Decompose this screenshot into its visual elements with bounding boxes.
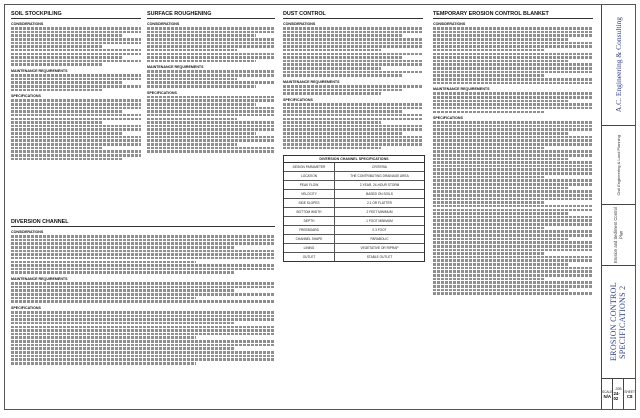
scale-label: SCALE	[602, 389, 613, 394]
table-header-parameter: DESIGN PARAMETER	[284, 163, 335, 171]
specifications-text	[433, 121, 593, 295]
row-parameter: FREEBOARD	[284, 226, 335, 234]
row-criteria: 0.3 FOOT	[372, 228, 387, 233]
specifications-text	[11, 99, 141, 160]
section-title: SURFACE ROUGHENING	[147, 11, 275, 19]
row-criteria: VEGETATIVE OR RIPRAP	[360, 246, 399, 251]
maintenance-heading: MAINTENANCE REQUIREMENTS	[11, 69, 68, 74]
specifications-text	[11, 311, 275, 365]
section-title: TEMPORARY EROSION CONTROL BLANKET	[433, 11, 593, 19]
considerations-heading: CONSIDERATIONS	[11, 22, 44, 26]
table-title: DIVERSION CHANNEL SPECIFICATIONS	[284, 156, 424, 163]
maintenance-text	[11, 74, 141, 91]
sheet-number-cell	[624, 379, 635, 409]
sheet-title: EROSION CONTROL SPECIFICATIONS 2	[608, 282, 627, 362]
table-header-row	[284, 163, 424, 172]
row-criteria: THE CONTRIBUTING DRAINAGE AREA	[350, 174, 409, 179]
considerations-text	[283, 27, 423, 77]
table-header-criteria: CRITERIA	[372, 165, 387, 170]
firm-logo	[602, 5, 635, 126]
sheet-title-block	[602, 266, 635, 379]
project-block	[602, 205, 635, 266]
considerations-heading: CONSIDERATIONS	[147, 22, 180, 26]
firm-name: A.C. Engineering & Consulting	[613, 17, 623, 113]
specifications-heading: SPECIFICATIONS	[11, 305, 41, 310]
row-parameter: LOCATION	[284, 172, 335, 180]
section-title: DUST CONTROL	[283, 11, 423, 19]
table-row	[284, 190, 424, 199]
row-parameter: DEPTH	[284, 217, 335, 225]
table-row	[284, 172, 424, 181]
scale-value: N/A	[603, 393, 611, 399]
specifications-heading: SPECIFICATIONS	[147, 90, 177, 95]
maintenance-heading: MAINTENANCE REQUIREMENTS	[147, 65, 204, 70]
maintenance-text	[147, 70, 275, 87]
table-row	[284, 226, 424, 235]
considerations-heading: CONSIDERATIONS	[433, 22, 466, 26]
considerations-text	[433, 27, 593, 84]
project-name: Erosion and Sediment Control Plan	[613, 207, 624, 263]
row-criteria: PARABOLIC	[370, 237, 389, 242]
row-criteria: 2 FEET MINIMUM	[366, 210, 393, 215]
maintenance-heading: MAINTENANCE REQUIREMENTS	[11, 277, 68, 282]
row-parameter: BOTTOM WIDTH	[284, 208, 335, 216]
firm-address: Civil Engineering & Land Planning	[615, 134, 621, 196]
row-criteria: 1 FOOT MINIMUM	[366, 219, 393, 224]
sheet-label: SHEET	[624, 389, 635, 394]
drawing-sheet	[4, 4, 636, 410]
maintenance-heading: MAINTENANCE REQUIREMENTS	[283, 79, 340, 84]
job-cell	[613, 379, 624, 409]
row-parameter: PEAK FLOW	[284, 181, 335, 189]
specifications-heading: SPECIFICATIONS	[11, 94, 41, 99]
considerations-heading: CONSIDERATIONS	[283, 22, 316, 26]
section-title: SOIL STOCKPILING	[11, 11, 141, 19]
specifications-text	[147, 96, 275, 153]
row-parameter: SIDE SLOPES	[284, 199, 335, 207]
sheet-number: C8	[626, 393, 633, 399]
row-parameter: VELOCITY	[284, 190, 335, 198]
row-parameter: OUTLET	[284, 253, 335, 261]
dust-control-section	[283, 11, 423, 262]
considerations-heading: CONSIDERATIONS	[11, 230, 44, 234]
row-criteria: 2-YEAR, 24-HOUR STORM	[359, 183, 400, 188]
table-row	[284, 235, 424, 244]
table-row	[284, 244, 424, 253]
table-row	[284, 253, 424, 261]
job-value: 24-02	[613, 391, 620, 401]
firm-address-block	[602, 126, 635, 205]
row-criteria: BASED ON SOILS	[366, 192, 393, 197]
specifications-heading: SPECIFICATIONS	[283, 97, 313, 102]
sheet-info	[602, 379, 635, 409]
specifications-text	[283, 103, 423, 149]
specifications-heading: SPECIFICATIONS	[433, 116, 463, 121]
maintenance-text	[433, 92, 593, 113]
maintenance-text	[283, 85, 423, 95]
table-row	[284, 208, 424, 217]
row-criteria: STABLE OUTLET	[366, 255, 393, 260]
row-criteria: 2:1 OR FLATTER	[367, 201, 392, 206]
considerations-text	[11, 27, 141, 66]
title-block	[601, 5, 635, 409]
table-row	[284, 181, 424, 190]
diversion-channel-section	[11, 219, 275, 366]
section-title: DIVERSION CHANNEL	[11, 219, 275, 227]
considerations-text	[11, 235, 275, 274]
considerations-text	[147, 27, 275, 62]
job-label: JOB	[615, 387, 622, 391]
scale-cell	[602, 379, 613, 409]
erosion-blanket-section	[433, 11, 593, 296]
row-parameter: LINING	[284, 244, 335, 252]
table-row	[284, 199, 424, 208]
soil-stockpiling-section	[11, 11, 141, 161]
maintenance-heading: MAINTENANCE REQUIREMENTS	[433, 87, 490, 92]
diversion-channel-spec-table	[283, 155, 425, 262]
row-parameter: CHANNEL SHAPE	[284, 235, 335, 243]
maintenance-text	[11, 282, 275, 303]
table-row	[284, 217, 424, 226]
surface-roughening-section	[147, 11, 275, 154]
